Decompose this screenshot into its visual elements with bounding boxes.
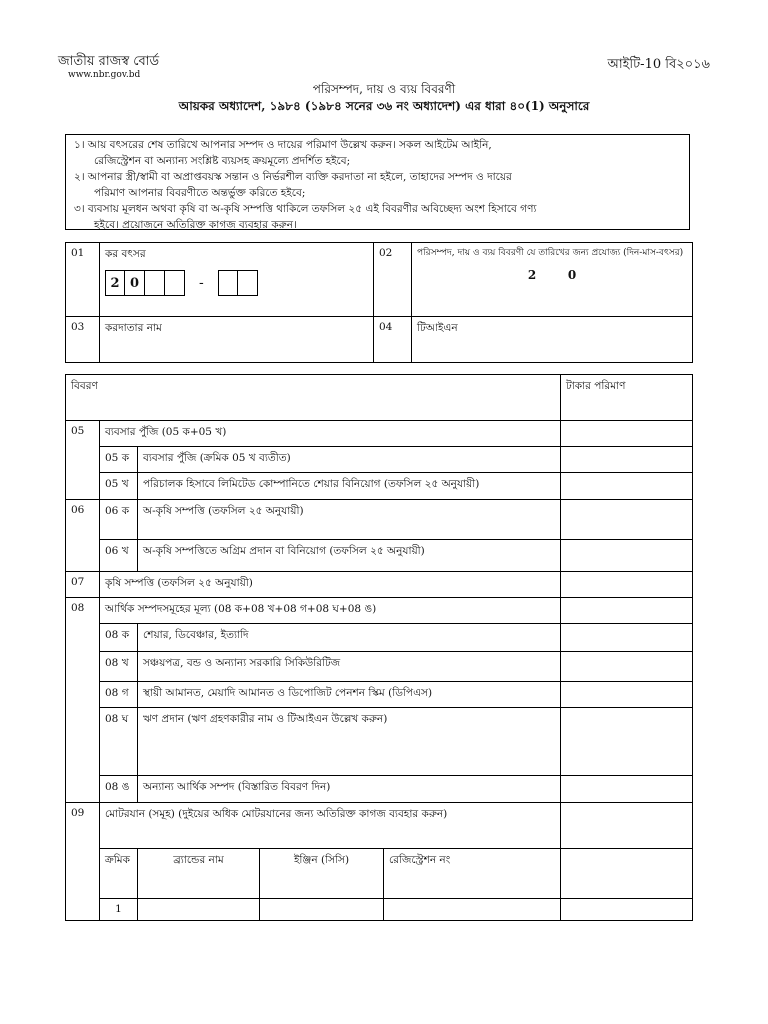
statement-date-label: পরিসম্পদ, দায় ও ব্যয় বিবরণী যে তারিখের জন্য প্রযোজ্য (দিন-মাস-বৎসর) [417, 248, 684, 258]
vehicle-col-serial: ক্রমিক [100, 849, 138, 899]
row-08-number: 08 [66, 598, 100, 803]
row-07-number: 07 [66, 572, 100, 598]
row-07-label: কৃষি সম্পত্তি (তফসিল ২৫ অনুযায়ী) [100, 572, 561, 598]
row-08kh-amount[interactable] [561, 652, 693, 682]
tax-year-digit-3[interactable] [145, 270, 165, 296]
row-08ng-number: 08 ঙ [100, 776, 138, 803]
vehicle-row-1-amount[interactable] [561, 899, 693, 921]
row-07-amount[interactable] [561, 572, 693, 598]
tax-year-dash: - [199, 275, 204, 291]
row-08g-label: স্থায়ী আমানত, মেয়াদি আমানত ও ডিপোজিট পেনশন স্কিম (ডিপিএস) [138, 682, 561, 708]
taxpayer-name-label: করদাতার নাম [105, 322, 162, 334]
vehicle-row-1-registration[interactable] [384, 899, 561, 921]
tax-year-input[interactable] [105, 270, 368, 296]
instruction-1-cont: রেজিস্ট্রেশন বা অন্যান্য সংশ্লিষ্ট ব্যয়সহ ক্রয়মূল্যে প্রদর্শিত হইবে; [94, 155, 351, 167]
instructions-box [65, 134, 690, 230]
form-subtitle: আয়কর অধ্যাদেশ, ১৯৮৪ (১৯৮৪ সনের ৩৬ নং অধ্যাদেশ) এর ধারা ৪০(1) অনুসারে [178, 99, 590, 113]
vehicle-col-engine: ইঞ্জিন (সিসি) [260, 849, 384, 899]
row-08ng-amount[interactable] [561, 776, 693, 803]
row-09-label: মোটরযান (সমূহ) (দুইয়ের অধিক মোটরযানের জন্য অতিরিক্ত কাগজ ব্যবহার করুন) [100, 803, 561, 849]
instruction-3: ৩। ব্যবসায় মূলধন অথবা কৃষি বা অ-কৃষি সম্পত্তি থাকিলে তফসিল ২৫ এই বিবরণীর অবিচ্ছেদ্য অংশ হিসাবে গণ্য [74, 203, 537, 215]
row-08k-amount[interactable] [561, 624, 693, 652]
field-04-number: 04 [374, 317, 412, 363]
row-08g-number: 08 গ [100, 682, 138, 708]
row-06-number: 06 [66, 500, 100, 572]
row-09-number: 09 [66, 803, 100, 921]
vehicle-header-amount [561, 849, 693, 899]
instruction-2-cont: পরিমাণ আপনার বিবরণীতে অন্তর্ভুক্ত করিতে হইবে; [94, 187, 306, 199]
instruction-2: ২। আপনার স্ত্রী/স্বামী বা অপ্রাপ্তবয়স্ক সন্তান ও নির্ভরশীল ব্যক্তি করদাতা না হইলে, তাহাদের সম্পদ ও দায়ের [74, 171, 512, 183]
vehicle-col-registration: রেজিস্ট্রেশন নং [384, 849, 561, 899]
tin-field[interactable] [412, 317, 693, 363]
taxpayer-name-field[interactable] [100, 317, 374, 363]
tax-year-digit-1[interactable]: 2 [105, 270, 125, 296]
row-06kh-amount[interactable] [561, 540, 693, 572]
amount-header: টাকার পরিমাণ [561, 375, 693, 421]
tax-year-label: কর বৎসর [105, 248, 146, 260]
tax-year-digit-5[interactable] [218, 270, 238, 296]
description-header: বিবরণ [66, 375, 561, 421]
vehicle-row-1-brand[interactable] [138, 899, 260, 921]
row-05-amount[interactable] [561, 421, 693, 447]
vehicle-row-1-serial: 1 [100, 899, 138, 921]
instruction-1: ১। আয় বৎসরের শেষ তারিখে আপনার সম্পদ ও দায়ের পরিমাণ উল্লেখ করুন। সকল আইটেম আইনি, [74, 139, 492, 151]
row-08-amount[interactable] [561, 598, 693, 624]
row-05k-amount[interactable] [561, 447, 693, 473]
org-url: www.nbr.gov.bd [68, 70, 141, 80]
row-08g-amount[interactable] [561, 682, 693, 708]
field-01-cell [100, 243, 374, 317]
row-05-label: ব্যবসার পুঁজি (05 ক+05 খ) [100, 421, 561, 447]
row-08-label: আর্থিক সম্পদসমূহের মূল্য (08 ক+08 খ+08 গ+08 ঘ+08 ঙ) [100, 598, 561, 624]
row-05-number: 05 [66, 421, 100, 500]
vehicle-row-1-engine[interactable] [260, 899, 384, 921]
row-08gh-amount[interactable] [561, 708, 693, 776]
row-06kh-number: 06 খ [100, 540, 138, 572]
form-title: পরিসম্পদ, দায় ও ব্যয় বিবরণী [312, 82, 456, 96]
row-05kh-number: 05 খ [100, 473, 138, 500]
tax-year-digit-2[interactable]: 0 [125, 270, 145, 296]
row-08kh-label: সঞ্চয়পত্র, বন্ড ও অন্যান্য সরকারি সিকিউরিটিজ [138, 652, 561, 682]
row-08k-number: 08 ক [100, 624, 138, 652]
row-06k-number: 06 ক [100, 500, 138, 540]
row-06kh-label: অ-কৃষি সম্পত্তিতে অগ্রিম প্রদান বা বিনিয়োগ (তফসিল ২৫ অনুযায়ী) [138, 540, 561, 572]
row-08k-label: শেয়ার, ডিবেঞ্চার, ইত্যাদি [138, 624, 561, 652]
form-code: আইটি-10 বি২০১৬ [607, 57, 710, 72]
row-05k-label: ব্যবসার পুঁজি (ক্রমিক 05 খ ব্যতীত) [138, 447, 561, 473]
row-06k-amount[interactable] [561, 500, 693, 540]
field-01-number: 01 [66, 243, 100, 317]
row-09-amount[interactable] [561, 803, 693, 849]
tax-year-digit-6[interactable] [238, 270, 258, 296]
tin-label: টিআইএন [417, 322, 458, 334]
row-08kh-number: 08 খ [100, 652, 138, 682]
field-02-number: 02 [374, 243, 412, 317]
statement-date-year[interactable]: 2 0 [527, 268, 577, 282]
row-08gh-label: ঋণ প্রদান (ঋণ গ্রহণকারীর নাম ও টিআইএন উল্লেখ করুন) [138, 708, 561, 776]
row-05kh-label: পরিচালক হিসাবে লিমিটেড কোম্পানিতে শেয়ার বিনিয়োগ (তফসিল ২৫ অনুযায়ী) [138, 473, 561, 500]
assets-table [65, 374, 693, 921]
tax-year-digit-4[interactable] [165, 270, 185, 296]
row-06k-label: অ-কৃষি সম্পত্তি (তফসিল ২৫ অনুযায়ী) [138, 500, 561, 540]
vehicle-col-brand: ব্র্যান্ডের নাম [138, 849, 260, 899]
row-05k-number: 05 ক [100, 447, 138, 473]
row-05kh-amount[interactable] [561, 473, 693, 500]
taxpayer-info-table [65, 242, 693, 363]
field-03-number: 03 [66, 317, 100, 363]
instruction-3-cont: হইবে। প্রয়োজনে অতিরিক্ত কাগজ ব্যবহার করুন। [94, 219, 297, 231]
org-name: জাতীয় রাজস্ব বোর্ড [58, 54, 160, 69]
row-08gh-number: 08 ঘ [100, 708, 138, 776]
row-08ng-label: অন্যান্য আর্থিক সম্পদ (বিস্তারিত বিবরণ দিন) [138, 776, 561, 803]
field-02-cell[interactable] [412, 243, 693, 317]
